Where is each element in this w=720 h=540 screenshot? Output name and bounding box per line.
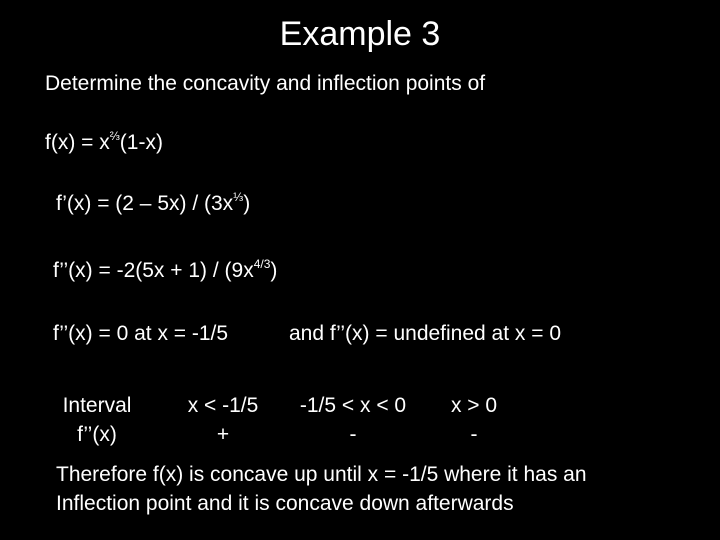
sign-table-sign-2: - <box>349 423 357 446</box>
first-derivative <box>56 190 251 215</box>
function-prefix: f(x) = x <box>45 131 110 154</box>
problem-prompt: Determine the concavity and inflection points of <box>45 72 486 95</box>
sign-table-interval-1: x < -1/5 <box>187 394 259 417</box>
conclusion-line-2: Inflection point and it is concave down afterwards <box>56 492 514 515</box>
slide-title: Example 3 <box>279 15 441 53</box>
sign-table-interval-3: x > 0 <box>450 394 498 417</box>
function-exponent: ⅔ <box>109 129 120 143</box>
first-derivative-exponent: ⅓ <box>233 190 244 204</box>
function-suffix: (1-x) <box>119 131 163 154</box>
function-definition <box>45 129 163 154</box>
first-derivative-prefix: f’(x) = (2 – 5x) / (3x <box>56 192 234 215</box>
sign-table-row-label-interval: Interval <box>62 394 132 417</box>
sign-table-sign-3: - <box>470 423 478 446</box>
first-derivative-suffix: ) <box>243 192 251 215</box>
undefined-statement: and f’’(x) = undefined at x = 0 <box>289 322 562 345</box>
second-derivative-exponent: 4/3 <box>253 257 271 271</box>
zero-statement: f’’(x) = 0 at x = -1/5 <box>53 322 229 345</box>
second-derivative-suffix: ) <box>270 259 278 282</box>
sign-table-interval-2: -1/5 < x < 0 <box>299 394 407 417</box>
second-derivative <box>53 257 278 282</box>
sign-table-row-label-second-derivative: f’’(x) <box>77 423 117 446</box>
conclusion-line-1: Therefore f(x) is concave up until x = -1/5 where it has an <box>56 463 587 486</box>
sign-table-sign-1: + <box>216 423 230 446</box>
second-derivative-prefix: f’’(x) = -2(5x + 1) / (9x <box>53 259 254 282</box>
